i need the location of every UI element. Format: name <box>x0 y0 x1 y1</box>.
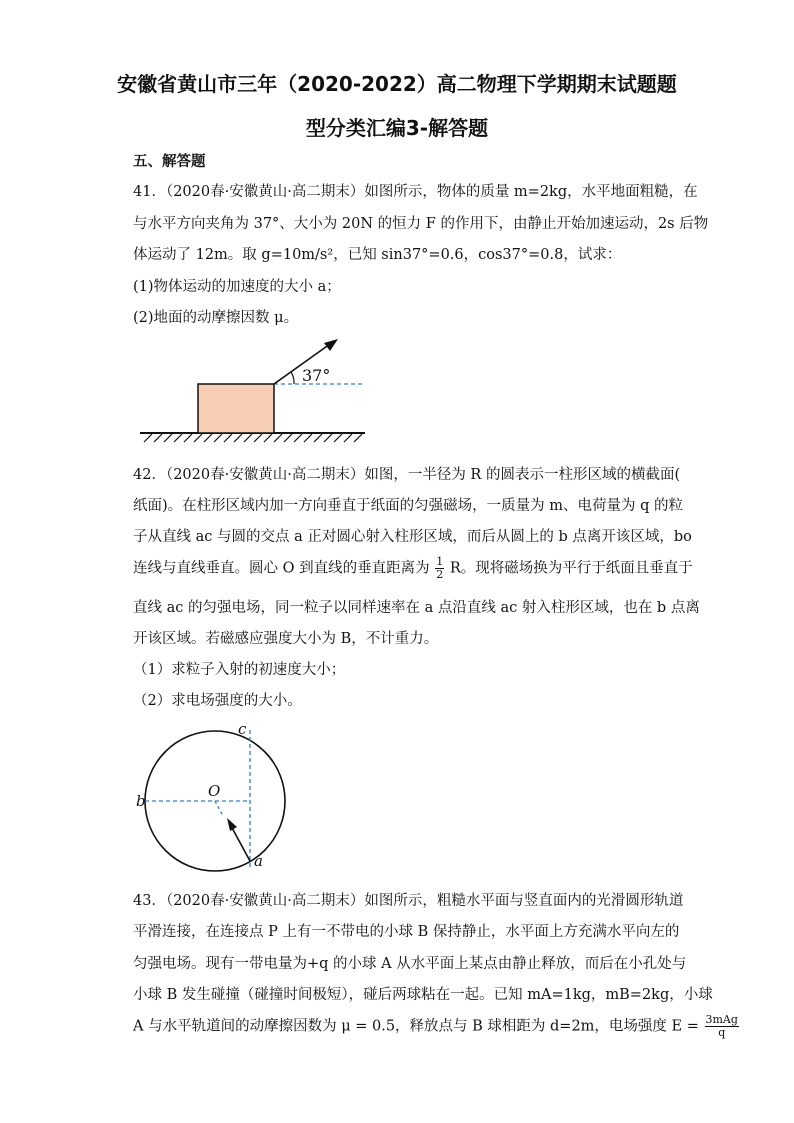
q43-line-4: 小球 B 发生碰撞（碰撞时间极短），碰后两球粘在一起。已知 mA=1kg，mB=2kg，小球 <box>133 987 713 1003</box>
label-o: O <box>208 782 221 800</box>
q42-line-2: 纸面)。在柱形区域内加一方向垂直于纸面的匀强磁场，一质量为 m、电荷量为 q 的粒 <box>133 498 684 514</box>
q41-line-2: 与水平方向夹角为 37°、大小为 20N 的恒力 F 的作用下，由静止开始加速运动，2s 后物 <box>133 216 709 232</box>
label-c: c <box>238 720 247 738</box>
radius-segment <box>215 801 223 816</box>
q42-line-7: （1）求粒子入射的初速度大小； <box>133 662 346 678</box>
ground-hatching <box>144 434 362 442</box>
q41-line-5: (2)地面的动摩擦因数 μ。 <box>133 310 299 326</box>
one-half-fraction <box>435 556 444 581</box>
angle-label: 37° <box>302 366 331 385</box>
document-title-line-1: 安徽省黄山市三年（2020-2022）高二物理下学期期末试题题 <box>117 72 677 96</box>
q43-line-5-before: A 与水平轨道间的动摩擦因数为 μ = 0.5，释放点与 B 球相距为 d=2m，电场强度 E = <box>133 1018 699 1035</box>
q43-line-3: 匀强电场。现有一带电量为+q 的小球 A 从水平面上某点由静止释放，而后在小孔处与 <box>133 956 687 972</box>
document-title-line-2: 型分类汇编3-解答题 <box>305 116 489 140</box>
block <box>198 384 274 433</box>
label-a: a <box>254 852 263 870</box>
q41-figure <box>130 330 380 445</box>
q41-line-3: 体运动了 12m。取 g=10m/s²，已知 sin37°=0.6，cos37°=0.8，试求： <box>133 247 622 263</box>
field-strength-fraction <box>705 1014 739 1039</box>
fraction-numerator: 1 <box>436 555 444 568</box>
q42-line-4-before: 连线与直线垂直。圆心 O 到直线的垂直距离为 <box>133 560 430 577</box>
angle-arc <box>291 372 294 384</box>
q42-line-8: （2）求电场强度的大小。 <box>133 693 302 709</box>
label-b: b <box>136 792 146 810</box>
q42-line-5: 直线 ac 的匀强电场，同一粒子以同样速率在 a 点沿直线 ac 射入柱形区域，也在 b 点离 <box>133 600 700 616</box>
q43-line-2: 平滑连接，在连接点 P 上有一不带电的小球 B 保持静止，水平面上方充满水平向左的 <box>133 924 680 940</box>
velocity-arrowhead <box>227 818 237 831</box>
q42-figure <box>130 718 310 873</box>
velocity-arrow <box>231 826 250 861</box>
q41-line-1: 41．（2020春·安徽黄山·高二期末）如图所示，物体的质量 m=2kg，水平地面粗糙，在 <box>133 184 698 200</box>
q42-line-1: 42．（2020春·安徽黄山·高二期末）如图，一半径为 R 的圆表示一柱形区域的横截面( <box>133 467 681 483</box>
q41-line-4: (1)物体运动的加速度的大小 a； <box>133 279 341 295</box>
q42-line-4-after: R。现将磁场换为平行于纸面且垂直于 <box>449 560 693 577</box>
q42-line-3: 子从直线 ac 与圆的交点 a 正对圆心射入柱形区域，而后从圆上的 b 点离开该区域，bo <box>133 529 692 545</box>
q43-line-1: 43．（2020春·安徽黄山·高二期末）如图所示，粗糙水平面与竖直面内的光滑圆形轨道 <box>133 893 684 909</box>
q42-line-6: 开该区域。若磁感应强度大小为 B，不计重力。 <box>133 631 439 647</box>
q43-line-5 <box>133 1014 740 1039</box>
fraction-denominator: 2 <box>436 568 444 581</box>
section-heading: 五、解答题 <box>133 154 206 170</box>
force-arrowhead <box>324 339 338 351</box>
fraction-numerator: 3mAg <box>705 1013 738 1026</box>
q42-line-4 <box>133 556 693 581</box>
fraction-denominator: q <box>718 1026 726 1039</box>
